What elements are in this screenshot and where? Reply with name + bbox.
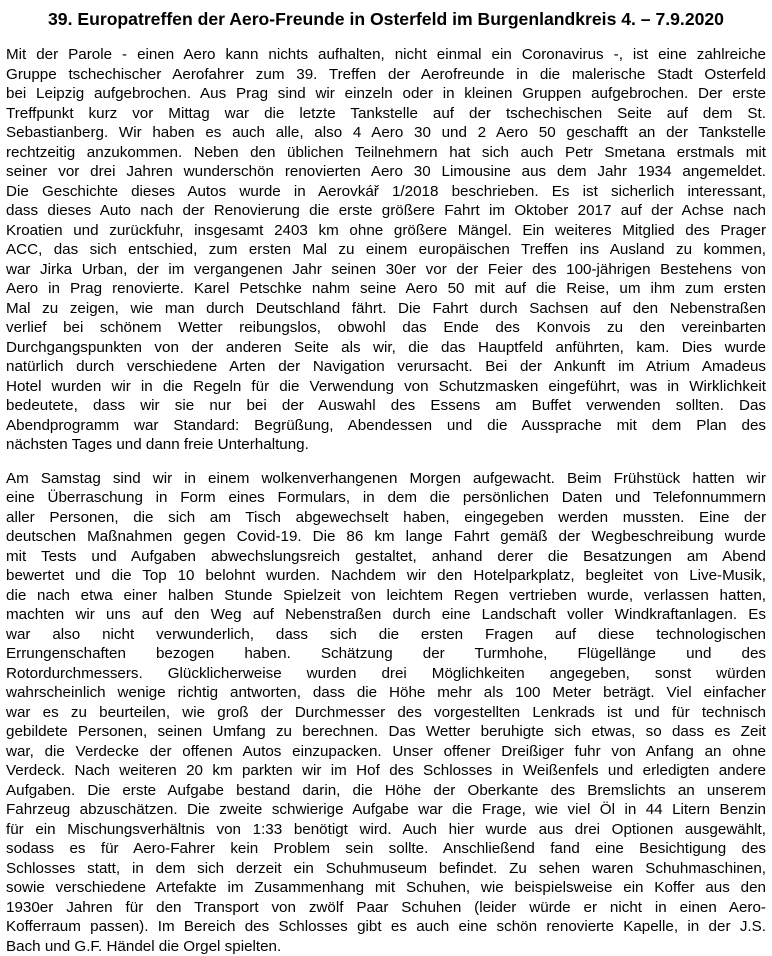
text-line: Bach und G.F. Händel die Orgel spielten. <box>6 937 282 955</box>
text-line: verlief bei schönem Wetter reibungslos, obwohl das Ende des Konvois zu den vereinbarten <box>6 319 766 336</box>
text-line: Abendprogramm war Standard: Begrüßung, Abendessen und die Aussprache mit dem Plan des <box>6 416 766 434</box>
text-line: Hotel wurden wir in die Regeln für die Verwendung von Schutzmasken eingeführt, was in Wirklichkeit <box>6 377 766 395</box>
text-line: Rotordurchmessers. Glücklicherweise wurden drei Möglichkeiten angegeben, sonst würden <box>6 664 766 682</box>
text-line: Errungenschaften bezogen haben. Schätzung der Turmhohe, Flügellänge und des <box>6 645 766 662</box>
text-line: Schlosses statt, in dem sich derzeit ein Schuhmuseum befindet. Zu sehen waren Schuhmaschinen, <box>6 859 766 877</box>
text-line: wahrscheinlich wenige richtig antworten, dass die Höhe mehr als 100 Meter beträgt. Viel einfacher <box>6 684 766 701</box>
text-line: Aufgaben. Die erste Aufgabe bestand darin, die Höhe der Oberkante des Bremslichts an unserem <box>6 781 766 799</box>
text-line: 1930er Jahren für den Transport von zwölf Paar Schuhen (leider würde er nicht in einen Aero- <box>6 898 766 916</box>
text-line: für ein Mischungsverhältnis von 1:33 benötigt wird. Auch hier wurde aus drei Optionen ausgewählt, <box>6 820 766 838</box>
text-line: Mal zu zeigen, wie man durch Deutschland fährt. Die Fahrt durch Sachsen auf den Nebenstraßen <box>6 299 766 317</box>
text-line: Aero in Prag renovierte. Karel Petschke nahm seine Aero 50 mit auf die Reise, um ihm zum ersten <box>6 280 766 297</box>
text-line: Fahrzeug abzuschätzen. Die zweite schwierige Aufgabe war die Frage, wie viel Öl in 44 Litern Benzin <box>6 801 766 818</box>
document-title: 39. Europatreffen der Aero-Freunde in Osterfeld im Burgenlandkreis 4. – 7.9.2020 <box>48 9 724 29</box>
text-line: war, die Verdecke der offenen Autos einzupacken. Unser offener Dreißiger fuhr von Anfang an ohne <box>6 742 766 760</box>
text-line: war also nicht verwunderlich, dass sich die ersten Fragen auf diese technologischen <box>6 625 766 643</box>
text-line: Durchgangspunkten von der anderen Seite als wir, die das Hauptfeld anführten, kam. Dies wurde <box>6 338 766 356</box>
text-line: sowie verschiedene Artefakte im Zusammenhang mit Schuhen, wie beispielsweise ein Koffer aus den <box>6 879 766 896</box>
text-line: natürlich durch verschiedene Arten der Navigation verursacht. Bei der Ankunft im Atrium Amadeus <box>6 358 766 375</box>
text-line: die nach etwa einer halben Stunde Spielzeit von leichtem Regen vertrieben wurde, verlassen hatten, <box>6 586 766 604</box>
text-line: bedeutete, dass wir sie nur bei der Auswahl des Essens am Buffet verwenden sollten. Das <box>6 397 766 414</box>
text-line: Kroatien und zurückfuhr, insgesamt 2403 km ohne größere Mängel. Ein weiteres Mitglied des Prager <box>6 221 766 239</box>
text-line: Am Samstag sind wir in einem wolkenverhangenen Morgen aufgewacht. Beim Frühstück hatten wir <box>6 469 766 487</box>
text-line: gebildete Personen, seinen Umfang zu berechnen. Das Wetter beruhigte sich etwas, so dass es Zeit <box>6 723 766 740</box>
text-line: Sebastianberg. Wir haben es auch alle, also 4 Aero 30 und 2 Aero 50 geschafft an der Tankstelle <box>6 124 766 141</box>
document-body <box>6 45 766 956</box>
text-line: seiner vor drei Jahren wunderschön renovierten Aero 30 Limousine aus dem Jahr 1934 angemeldet. <box>6 163 766 180</box>
text-line: bewertet und die Top 10 belohnt wurden. Nachdem wir den Hotelparkplatz, begleitet von Live-Musik, <box>6 567 766 584</box>
text-line: dass dieses Auto nach der Renovierung die erste größere Fahrt im Oktober 2017 auf der Achse nach <box>6 202 766 219</box>
text-line: war Jirka Urban, der im vergangenen Jahr seinen 30er vor der Feier des 100-jährigen Bestehens von <box>6 260 766 278</box>
text-line: bei Leipzig aufgebrochen. Aus Prag sind wir einzeln oder in kleinen Gruppen aufgebrochen. Der erste <box>6 85 766 102</box>
text-line: ACC, das sich entschied, zum ersten Mal zu einem europäischen Treffen ins Ausland zu kommen, <box>6 241 766 258</box>
text-line: nächsten Tages und dann freie Unterhaltung. <box>6 436 309 453</box>
text-line: rechtzeitig anzukommen. Neben den üblichen Teilnehmern hat sich auch Petr Smetana erstmals mit <box>6 143 766 161</box>
text-line: Treffpunkt kurz vor Mittag war die letzte Tankstelle auf der tschechischen Seite auf dem St. <box>6 104 766 122</box>
text-line: war es zu beurteilen, wie groß der Durchmesser des vorgestellten Lenkrads ist und für technisch <box>6 703 766 721</box>
text-line: machten wir uns auf den Weg auf Nebenstraßen durch eine Landschaft voller Windkraftanlagen. Es <box>6 606 766 623</box>
text-line: sodass es für Aero-Fahrer kein Problem sein sollte. Anschließend fand eine Besichtigung des <box>6 840 766 857</box>
text-line: deutschen Maßnahmen gegen Covid-19. Die 86 km lange Fahrt gemäß der Wegbeschreibung wurde <box>6 528 766 545</box>
text-line: aller Personen, die sich am Tisch abgewechselt haben, eingegeben werden mussten. Eine der <box>6 508 766 526</box>
text-line: Verdeck. Nach weiteren 20 km parkten wir im Hof des Schlosses in Weißenfels und erledigten andere <box>6 762 766 779</box>
paragraph <box>6 469 766 956</box>
paragraph <box>6 45 766 455</box>
text-line: Die Geschichte dieses Autos wurde in Aerovkář 1/2018 beschrieben. Es ist sicherlich interessant, <box>6 182 766 200</box>
text-line: Kofferraum passen). Im Bereich des Schlosses gibt es auch eine schön renovierte Kapelle, in der J.S. <box>6 918 766 935</box>
text-line: mit Tests und Aufgaben abwechslungsreich gestaltet, anhand derer die Besatzungen am Abend <box>6 547 766 565</box>
text-line: Gruppe tschechischer Aerofahrer zum 39. Treffen der Aerofreunde in die malerische Stadt Osterfeld <box>6 65 766 83</box>
text-line: eine Überraschung in Form eines Formulars, in dem die persönlichen Daten und Telefonnummern <box>6 489 766 506</box>
text-line: Mit der Parole - einen Aero kann nichts aufhalten, nicht einmal ein Coronavirus -, ist eine zahlreiche <box>6 46 766 63</box>
